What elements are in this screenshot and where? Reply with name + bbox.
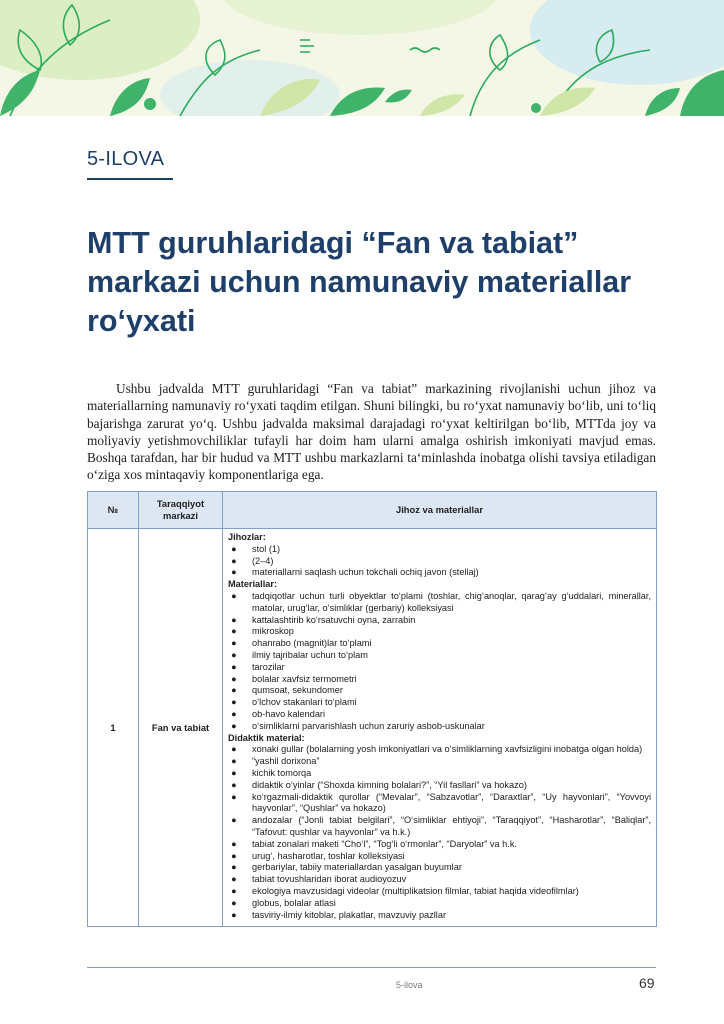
list-item-text: qumsoat, sekundomer bbox=[252, 685, 343, 696]
bullet-icon: ● bbox=[231, 815, 237, 826]
list-item bbox=[228, 591, 651, 615]
list-item bbox=[228, 674, 651, 686]
list-item bbox=[228, 815, 651, 839]
bullet-icon: ● bbox=[231, 850, 237, 861]
list-item-text: ekologiya mavzusidagi videolar (multiplikatsion filmlar, tabiat haqida videofilmlar) bbox=[252, 885, 579, 896]
list-item bbox=[228, 567, 651, 579]
row-center-name: Fan va tabiat bbox=[139, 529, 223, 927]
column-header-materials: Jihoz va materiallar bbox=[223, 492, 657, 529]
row-number: 1 bbox=[88, 529, 139, 927]
list-item bbox=[228, 615, 651, 627]
materials-sections bbox=[228, 532, 651, 921]
bullet-icon: ● bbox=[231, 590, 237, 601]
list-item-text: “yashil dorixona” bbox=[252, 756, 320, 767]
list-item bbox=[228, 721, 651, 733]
bullet-icon: ● bbox=[231, 649, 237, 660]
bullet-icon: ● bbox=[231, 874, 237, 885]
bullet-icon: ● bbox=[231, 791, 237, 802]
list-item bbox=[228, 839, 651, 851]
intro-paragraph: Ushbu jadvalda MTT guruhlaridagi “Fan va tabiat” markazining rivojlanishi uchun jihoz va materiallarning namunaviy ro‘yxati taqdim etilgan. Shuni bilingki, bu ro‘yxat namunaviy bo‘lib, uni to‘liq bajarishga zarurat yo‘q. Ushbu jadvalda maksimal darajadagi ro‘yxat keltirilgan bo‘lib, MTTda joy va moliyaviy yetishmovchiliklar tufayli har doim ham ularni amalga oshirish imkoniyati mavjud emas. Boshqa tarafdan, har bir hudud va MTT ushbu markazlarni ta‘minlashda inobatga olishi tavsiya etiladigan o‘ziga xos mintaqaviy komponentlariga ega. bbox=[87, 381, 656, 483]
list-item-text: kichik tomorqa bbox=[252, 767, 312, 778]
list-item-text: materiallarni saqlash uchun tokchali ochiq javon (stellaj) bbox=[252, 567, 479, 578]
footer-divider bbox=[87, 967, 656, 968]
list-item bbox=[228, 851, 651, 863]
column-header-center: Taraqqiyot markazi bbox=[139, 492, 223, 529]
list-item-text: tabiat zonalari maketi “Cho‘l”, “Tog‘li o‘rmonlar”, “Daryolar” va h.k. bbox=[252, 838, 517, 849]
list-item-text: (2–4) bbox=[252, 555, 274, 566]
section-list bbox=[228, 744, 651, 921]
list-item-text: didaktik o‘yinlar (“Shoxda kimning bolalari?”, “Yil fasllari” va hokazo) bbox=[252, 779, 527, 790]
bullet-icon: ● bbox=[231, 555, 237, 566]
list-item-text: andozalar (“Jonli tabiat belgilari”, “O‘simliklar ehtiyoji”, “Taraqqiyot”, “Hasharotlar”, “Baliqlar”, “Tafovut: qushlar va hayvonlar” va h.k.) bbox=[252, 815, 651, 837]
appendix-label: 5-ILOVA bbox=[87, 148, 165, 170]
appendix-underline bbox=[87, 178, 173, 180]
section-title: Materiallar: bbox=[228, 579, 278, 590]
list-item-text: stol (1) bbox=[252, 543, 281, 554]
bullet-icon: ● bbox=[231, 697, 237, 708]
list-item-text: bolalar xavfsiz termometri bbox=[252, 673, 357, 684]
bullet-icon: ● bbox=[231, 756, 237, 767]
list-item bbox=[228, 910, 651, 922]
bullet-icon: ● bbox=[231, 779, 237, 790]
list-item bbox=[228, 768, 651, 780]
list-item-text: globus, bolalar atlasi bbox=[252, 897, 336, 908]
list-item-text: tarozilar bbox=[252, 661, 285, 672]
list-item-text: kattalashtirib ko‘rsatuvchi oyna, zarrabin bbox=[252, 614, 416, 625]
table-header-row bbox=[88, 492, 657, 529]
list-item bbox=[228, 709, 651, 721]
list-item bbox=[228, 780, 651, 792]
list-item-text: tabiat tovushlaridan iborat audioyozuv bbox=[252, 874, 407, 885]
list-item bbox=[228, 544, 651, 556]
page-title: MTT guruhlaridagi “Fan va tabiat” markazi uchun namunaviy materiallar ro‘yxati bbox=[87, 226, 632, 338]
list-item-text: urug‘, hasharotlar, toshlar kolleksiyasi bbox=[252, 850, 405, 861]
decorative-leaf-banner bbox=[0, 0, 724, 116]
list-item bbox=[228, 886, 651, 898]
list-item bbox=[228, 862, 651, 874]
list-item-text: ko‘rgazmali-didaktik qurollar (“Mevalar”, “Sabzavotlar”, “Daraxtlar”, “Uy hayvonlari”, “Yovvoyi hayvonlar”, “Qushlar” va hokazo) bbox=[252, 791, 651, 814]
list-item bbox=[228, 898, 651, 910]
list-item-text: mikroskop bbox=[252, 626, 294, 637]
bullet-icon: ● bbox=[231, 767, 237, 778]
leaf-pattern-icon bbox=[0, 0, 724, 116]
list-item bbox=[228, 697, 651, 709]
bullet-icon: ● bbox=[231, 638, 237, 649]
list-item bbox=[228, 792, 651, 816]
list-item-text: ohanrabo (magnit)lar to‘plami bbox=[252, 638, 372, 649]
list-item bbox=[228, 650, 651, 662]
section-title: Jihozlar: bbox=[228, 532, 266, 542]
list-item-text: tadqiqotlar uchun turli obyektlar to‘plami (toshlar, chig‘anoqlar, qarag‘ay g‘uddalari, minerallar, matolar, urug‘lar, o‘simliklar (gerbariy) kolleksiyasi bbox=[252, 590, 651, 613]
page-number: 69 bbox=[639, 975, 655, 991]
bullet-icon: ● bbox=[231, 661, 237, 672]
table-row bbox=[88, 529, 657, 927]
column-header-number: № bbox=[88, 492, 139, 529]
row-materials-cell bbox=[223, 529, 657, 927]
section-title: Didaktik material: bbox=[228, 732, 305, 743]
bullet-icon: ● bbox=[231, 885, 237, 896]
list-item-text: gerbariylar, tabiiy materiallardan yasalgan buyumlar bbox=[252, 862, 462, 873]
bullet-icon: ● bbox=[231, 744, 237, 755]
bullet-icon: ● bbox=[231, 614, 237, 625]
list-item-text: o‘lchov stakanlari to‘plami bbox=[252, 697, 357, 708]
list-item bbox=[228, 662, 651, 674]
bullet-icon: ● bbox=[231, 708, 237, 719]
section-list bbox=[228, 544, 651, 579]
list-item-text: ob-havo kalendari bbox=[252, 708, 326, 719]
list-item bbox=[228, 556, 651, 568]
bullet-icon: ● bbox=[231, 567, 237, 578]
list-item bbox=[228, 626, 651, 638]
bullet-icon: ● bbox=[231, 685, 237, 696]
bullet-icon: ● bbox=[231, 720, 237, 731]
list-item bbox=[228, 874, 651, 886]
list-item bbox=[228, 638, 651, 650]
list-item-text: o‘simliklarni parvarishlash uchun zaruriy asbob-uskunalar bbox=[252, 720, 485, 731]
bullet-icon: ● bbox=[231, 909, 237, 920]
list-item-text: ilmiy tajribalar uchun to‘plam bbox=[252, 649, 368, 660]
list-item bbox=[228, 756, 651, 768]
list-item bbox=[228, 744, 651, 756]
bullet-icon: ● bbox=[231, 673, 237, 684]
bullet-icon: ● bbox=[231, 897, 237, 908]
list-item-text: xonaki gullar (bolalarning yosh imkoniyatlari va o‘simliklarning xavfsizligini inobatga olgan holda) bbox=[252, 744, 643, 755]
footer-label: 5-ilova bbox=[396, 980, 423, 990]
bullet-icon: ● bbox=[231, 838, 237, 849]
bullet-icon: ● bbox=[231, 862, 237, 873]
list-item-text: tasviriy-ilmiy kitoblar, plakatlar, mavzuviy pazllar bbox=[252, 909, 447, 920]
list-item bbox=[228, 685, 651, 697]
bullet-icon: ● bbox=[231, 626, 237, 637]
section-list bbox=[228, 591, 651, 733]
materials-table bbox=[87, 491, 657, 927]
bullet-icon: ● bbox=[231, 543, 237, 554]
